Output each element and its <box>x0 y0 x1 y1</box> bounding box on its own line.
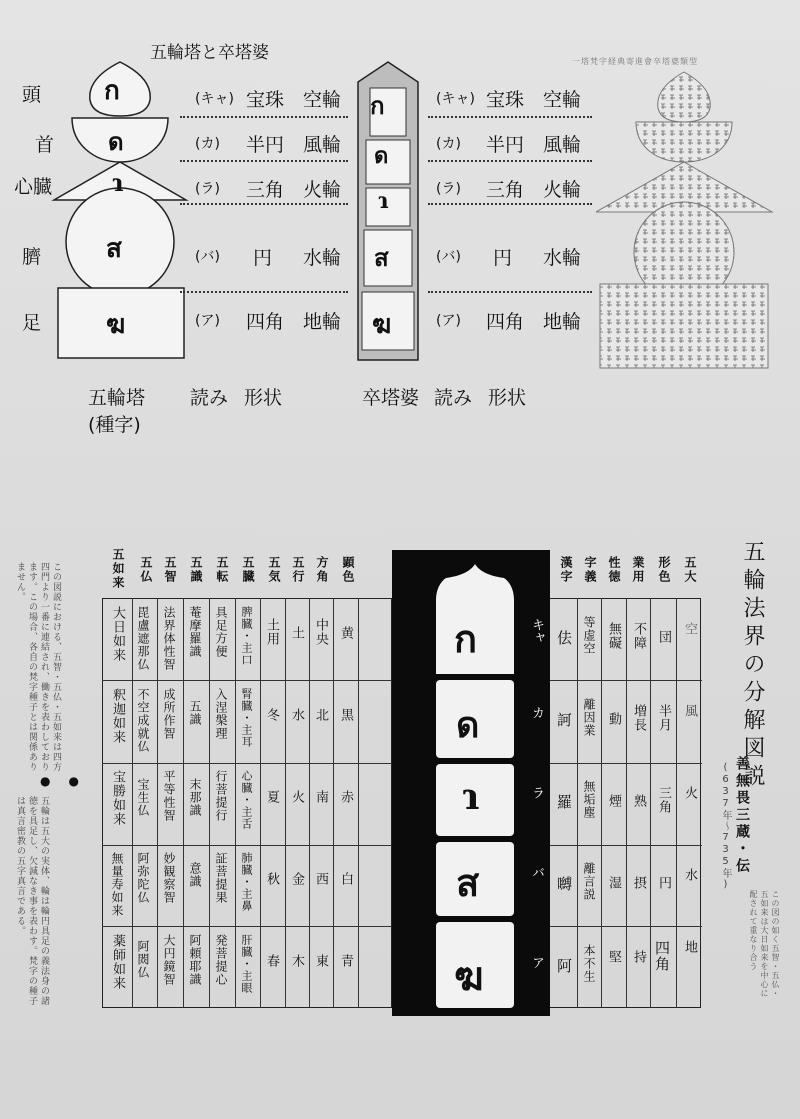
table-cell: 四角 <box>653 940 671 972</box>
table-cell: 風 <box>682 704 697 718</box>
row2-element-a: 風輪 <box>303 134 342 156</box>
table-cell: 地 <box>682 940 697 954</box>
row5-kana-b: (ア) <box>436 313 461 329</box>
table-cell: 熟 <box>631 794 646 808</box>
label-yomi-1: 読み <box>190 387 229 409</box>
table-cell: 不空成就仏 <box>136 688 150 753</box>
table-cell: 毘盧遮那仏 <box>136 606 150 671</box>
table-cell: 行菩提行 <box>214 770 228 822</box>
table-cell: 黒 <box>338 708 353 722</box>
header-shoutoku: 性徳 <box>607 556 621 584</box>
body-part-heart: 心臓 <box>14 176 53 198</box>
table-cell: 半月 <box>656 704 671 732</box>
header-kenshiki: 顕色 <box>341 556 355 584</box>
table-cell: 水 <box>289 708 304 722</box>
sotoba-bonji-kya: ก <box>370 91 385 120</box>
label-keijo-1: 形状 <box>244 387 283 409</box>
table-cell: 動 <box>606 712 621 726</box>
header-godai: 五大 <box>683 556 697 584</box>
row2-shape-a: 半円 <box>246 134 285 156</box>
bottom-years: (637年〜735年) <box>720 762 731 891</box>
table-cell: 水 <box>682 868 697 882</box>
dotted-separator <box>428 291 592 293</box>
table-cell: 西 <box>313 872 328 886</box>
left-note-1: この図説における、五智・五仏・五如来は四方四門より一番に連結され、働きを表わしております。この場合、各自の梵字種子とは関係ありません。 <box>15 562 61 772</box>
table-cell: 無垢塵 <box>582 780 596 819</box>
row4-element-b: 水輪 <box>543 247 582 269</box>
table-cell: 心臓・主舌 <box>240 770 253 830</box>
table-cell: 証菩提果 <box>214 852 228 904</box>
table-cell: 持 <box>631 950 646 964</box>
table-cell: 木 <box>289 954 304 968</box>
sotoba-bonji-ka: ด <box>374 143 389 169</box>
header-keishiki: 形色 <box>657 556 671 584</box>
bottom-subtitle: 善無畏三蔵・伝 <box>734 756 750 875</box>
reading-kya: キャ <box>529 618 544 644</box>
grid-col-line <box>183 598 184 1008</box>
row1-kana-b: (キャ) <box>436 91 475 107</box>
reading-a: ア <box>529 956 544 969</box>
table-cell: 冬 <box>264 708 279 722</box>
table-cell: 大日如来 <box>110 606 125 662</box>
table-cell: 離言説 <box>582 862 596 901</box>
row3-kana-a: (ラ) <box>195 181 220 197</box>
table-cell: 北 <box>313 708 328 722</box>
table-cell: 団 <box>656 630 671 644</box>
table-cell: 無量寿如来 <box>110 852 124 917</box>
header-jigi: 字義 <box>583 556 597 584</box>
table-cell: 秋 <box>264 872 279 886</box>
table-cell: 湿 <box>606 876 621 890</box>
sotoba-bonji-ra: ɿ <box>378 188 389 214</box>
row1-kana-a: (キャ) <box>195 91 234 107</box>
table-cell: 成所作智 <box>162 688 176 740</box>
table-cell: 白 <box>338 872 353 886</box>
header-gozou: 五臓 <box>241 556 255 584</box>
table-cell: 等虚空 <box>582 616 596 655</box>
grid-col-line <box>209 598 210 1008</box>
row1-shape-a: 宝珠 <box>246 89 285 111</box>
gorinto-kurin-shape <box>90 62 150 116</box>
row4-shape-a: 円 <box>253 247 273 269</box>
table-cell: 意識 <box>188 862 202 888</box>
header-gonyorai: 五如来 <box>111 548 125 590</box>
left-note-2: 五輪は五大の実体、輪は輪円具足の義法身の諸徳を具足し、欠減なき事を表わす。梵字の種子は真言密教の五字真言である。 <box>15 796 49 1006</box>
gorinto-bonji-kya: ก <box>104 76 120 106</box>
table-cell: 五識 <box>188 700 202 726</box>
table-cell: 法界体性智 <box>162 606 176 671</box>
table-cell: 腎臓・主耳 <box>240 688 253 748</box>
sotoba-bonji-ba: ส <box>374 243 389 272</box>
grid-row-line <box>102 845 392 846</box>
table-cell: 大円鏡智 <box>162 934 176 986</box>
table-cell: 佉 <box>555 630 573 646</box>
dot-marks: ●● <box>40 774 97 788</box>
grid-col-line <box>577 598 578 1008</box>
grid-col-line <box>358 598 359 1008</box>
grid-col-line <box>601 598 602 1008</box>
central-bonji-ba: ส <box>456 860 480 905</box>
dotted-separator <box>180 116 348 118</box>
table-cell: 赤 <box>338 790 353 804</box>
grid-col-line <box>650 598 651 1008</box>
table-cell: 増長 <box>631 704 646 732</box>
table-cell: 中央 <box>313 618 328 646</box>
label-sotoba: 卒塔婆 <box>362 387 420 409</box>
table-cell: 訶 <box>555 712 573 728</box>
reading-ba: バ <box>529 866 544 879</box>
header-kanji: 漢字 <box>559 556 573 584</box>
top-title: 五輪塔と卒塔婆 <box>150 43 269 63</box>
table-cell: 無礙 <box>606 622 621 650</box>
table-cell: 南 <box>313 790 328 804</box>
row1-shape-b: 宝珠 <box>486 89 525 111</box>
row5-shape-a: 四角 <box>246 311 285 333</box>
header-gobutsu: 五仏 <box>139 556 153 584</box>
row5-shape-b: 四角 <box>486 311 525 333</box>
grid-row-line <box>102 763 392 764</box>
central-bonji-ka: ด <box>456 704 480 746</box>
table-cell: 三角 <box>656 786 671 814</box>
body-part-neck: 首 <box>35 134 55 156</box>
row3-shape-b: 三角 <box>486 179 525 201</box>
sotoba-bonji-a: ฆ <box>372 310 392 340</box>
label-yomi-2: 読み <box>434 387 473 409</box>
table-cell: 火 <box>289 790 304 804</box>
table-cell: 具足方便 <box>214 606 228 658</box>
table-cell: 阿頼耶識 <box>188 934 202 986</box>
dotted-separator <box>180 203 348 205</box>
header-goki: 五気 <box>267 556 281 584</box>
grid-col-line <box>285 598 286 1008</box>
row3-shape-a: 三角 <box>246 179 285 201</box>
row2-kana-b: (カ) <box>436 136 461 152</box>
table-cell: 妙観察智 <box>162 852 176 904</box>
header-gochi: 五智 <box>163 556 177 584</box>
tiny-header-text: 一塔梵字経典寄進會卒塔婆類型 <box>572 57 698 66</box>
body-part-foot: 足 <box>22 312 42 334</box>
body-part-head: 頭 <box>22 84 42 106</box>
row2-shape-b: 半円 <box>486 134 525 156</box>
table-cell: 入涅槃理 <box>214 688 228 740</box>
gorinto-bonji-ka: ด <box>108 127 124 156</box>
gorinto-bonji-ba: ส <box>106 234 122 264</box>
table-cell: 末那識 <box>188 778 202 817</box>
header-gogyou: 五行 <box>291 556 305 584</box>
row4-element-a: 水輪 <box>303 247 342 269</box>
grid-col-line <box>309 598 310 1008</box>
grid-col-line <box>235 598 236 1008</box>
body-part-navel: 臍 <box>22 246 42 268</box>
grid-col-line <box>676 598 677 1008</box>
table-cell: 本不生 <box>582 944 596 983</box>
table-cell: 宝勝如来 <box>110 770 125 826</box>
grid-col-line <box>132 598 133 1008</box>
label-shuji: (種字) <box>88 414 141 436</box>
dotted-separator <box>180 160 348 162</box>
table-cell: 火 <box>682 786 697 800</box>
grid-col-line <box>626 598 627 1008</box>
table-cell: 阿閦仏 <box>136 940 150 979</box>
central-bonji-kya: ก <box>454 616 478 661</box>
gorinto-bonji-a: ฆ <box>106 310 126 340</box>
row1-element-a: 空輪 <box>303 89 342 111</box>
table-cell: 菴摩羅識 <box>188 606 202 658</box>
table-cell: 肺臓・主鼻 <box>240 852 253 912</box>
row5-element-b: 地輪 <box>543 311 582 333</box>
table-cell: 土 <box>289 626 304 640</box>
sutra-stupa-diagram <box>596 66 776 372</box>
header-gouyou: 業用 <box>631 556 645 584</box>
row1-element-b: 空輪 <box>543 89 582 111</box>
table-cell: 夏 <box>264 790 279 804</box>
table-cell: 阿 <box>555 958 573 974</box>
row5-element-a: 地輪 <box>303 311 342 333</box>
table-cell: 羅 <box>555 794 573 810</box>
table-cell: 金 <box>289 872 304 886</box>
table-cell: 東 <box>313 954 328 968</box>
table-cell: 平等性智 <box>162 770 176 822</box>
row3-element-a: 火輪 <box>303 179 342 201</box>
table-cell: 宝生仏 <box>136 778 150 817</box>
table-cell: 不障 <box>631 622 646 650</box>
grid-col-line <box>333 598 334 1008</box>
bottom-side-note: この図の如く五智・五仏・五如来は大日如来を中心に配されて重なり合う <box>749 890 780 998</box>
label-gorinto: 五輪塔 <box>88 387 146 409</box>
table-cell: 春 <box>264 954 279 968</box>
grid-col-line <box>157 598 158 1008</box>
table-cell: 肝臓・主眼 <box>240 934 253 994</box>
row4-kana-a: (バ) <box>195 249 220 265</box>
row5-kana-a: (ア) <box>195 313 220 329</box>
label-keijo-2: 形状 <box>488 387 527 409</box>
table-cell: 釈迦如来 <box>110 688 125 744</box>
header-goshiki: 五識 <box>189 556 203 584</box>
gorinto-bonji-ra: ɿ <box>112 168 124 197</box>
table-cell: 空 <box>682 622 697 636</box>
row2-element-b: 風輪 <box>543 134 582 156</box>
table-cell: 青 <box>338 954 353 968</box>
header-goten: 五転 <box>215 556 229 584</box>
reading-ra: ラ <box>529 786 544 799</box>
grid-row-line <box>102 926 392 927</box>
central-bonji-ra: ɿ <box>462 776 480 818</box>
header-hougaku: 方角 <box>315 556 329 584</box>
central-bonji-a: ฆ <box>454 953 484 1000</box>
table-cell: 堅 <box>606 950 621 964</box>
table-cell: 煙 <box>606 794 621 808</box>
grid-col-line <box>260 598 261 1008</box>
table-cell: 阿弥陀仏 <box>136 852 150 904</box>
table-cell: 摂 <box>631 876 646 890</box>
table-cell: 脾臓・主口 <box>240 606 253 666</box>
table-cell: 薬師如来 <box>110 934 125 990</box>
row3-element-b: 火輪 <box>543 179 582 201</box>
table-cell: 発菩提心 <box>214 934 228 986</box>
row4-kana-b: (バ) <box>436 249 461 265</box>
table-cell: 離因業 <box>582 698 596 737</box>
dotted-separator <box>428 203 592 205</box>
bottom-title: 五輪法界の分解図説 <box>740 540 765 792</box>
dotted-separator <box>428 116 592 118</box>
table-cell: 土用 <box>264 618 279 646</box>
dotted-separator <box>428 160 592 162</box>
dotted-separator <box>180 291 348 293</box>
row3-kana-b: (ラ) <box>436 181 461 197</box>
row2-kana-a: (カ) <box>195 136 220 152</box>
reading-ka: カ <box>529 706 544 719</box>
row4-shape-b: 円 <box>493 247 513 269</box>
table-cell: 嚩 <box>555 876 573 892</box>
grid-row-line <box>102 680 392 681</box>
table-cell: 黄 <box>338 626 353 640</box>
table-cell: 円 <box>656 876 671 890</box>
